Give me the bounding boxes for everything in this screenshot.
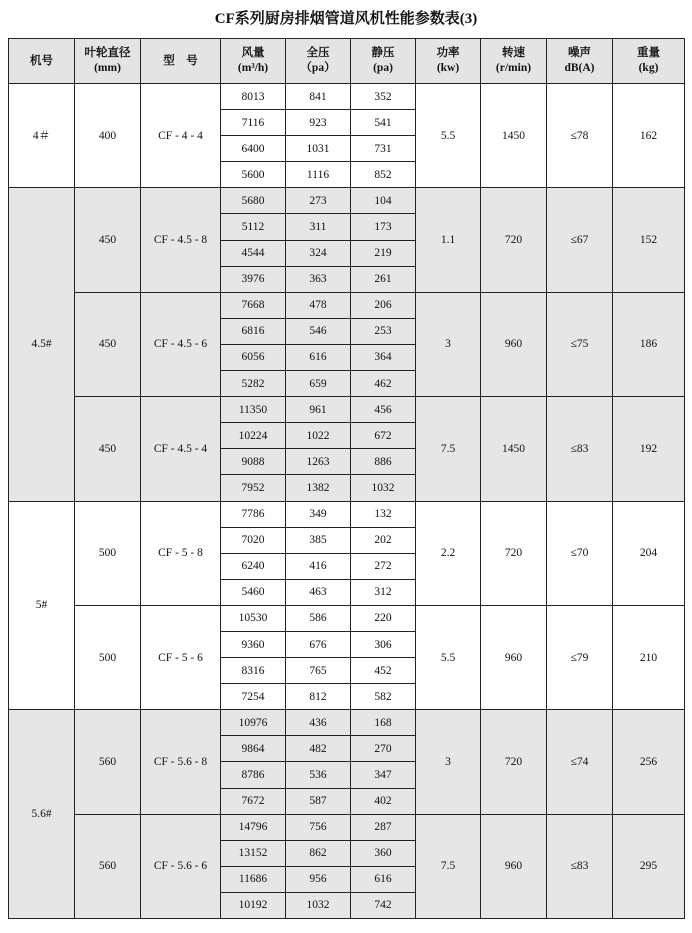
table-row <box>9 84 685 110</box>
airflow-cell: 5460 <box>221 579 286 605</box>
col-header-power: 功率 (kw) <box>416 39 481 84</box>
col-header-machine: 机号 <box>9 39 75 84</box>
static-pressure-cell: 742 <box>351 892 416 918</box>
static-pressure-cell: 402 <box>351 788 416 814</box>
impeller-diameter-cell: 450 <box>75 397 141 501</box>
static-pressure-cell: 202 <box>351 527 416 553</box>
noise-cell: ≤83 <box>547 397 613 501</box>
airflow-cell: 3976 <box>221 266 286 292</box>
total-pressure-cell: 349 <box>286 501 351 527</box>
speed-cell: 720 <box>481 188 547 292</box>
speed-cell: 1450 <box>481 397 547 501</box>
airflow-cell: 9088 <box>221 449 286 475</box>
static-pressure-cell: 104 <box>351 188 416 214</box>
impeller-diameter-cell: 560 <box>75 814 141 918</box>
static-pressure-cell: 132 <box>351 501 416 527</box>
table-row <box>9 710 685 736</box>
noise-cell: ≤83 <box>547 814 613 918</box>
model-cell: CF - 5.6 - 6 <box>141 814 221 918</box>
col-header-airflow: 风量 (m³/h) <box>221 39 286 84</box>
airflow-cell: 4544 <box>221 240 286 266</box>
table-body <box>9 84 685 919</box>
static-pressure-cell: 731 <box>351 136 416 162</box>
model-cell: CF - 4.5 - 6 <box>141 292 221 396</box>
airflow-cell: 7786 <box>221 501 286 527</box>
power-cell: 3 <box>416 292 481 396</box>
total-pressure-cell: 482 <box>286 736 351 762</box>
airflow-cell: 5112 <box>221 214 286 240</box>
machine-number-cell: 4.5# <box>9 188 75 501</box>
total-pressure-cell: 587 <box>286 788 351 814</box>
impeller-diameter-cell: 500 <box>75 605 141 709</box>
total-pressure-cell: 324 <box>286 240 351 266</box>
static-pressure-cell: 261 <box>351 266 416 292</box>
airflow-cell: 11686 <box>221 866 286 892</box>
total-pressure-cell: 311 <box>286 214 351 240</box>
total-pressure-cell: 1263 <box>286 449 351 475</box>
airflow-cell: 5282 <box>221 371 286 397</box>
airflow-cell: 9360 <box>221 631 286 657</box>
static-pressure-cell: 220 <box>351 605 416 631</box>
table-row <box>9 292 685 318</box>
table-row <box>9 397 685 423</box>
airflow-cell: 7254 <box>221 684 286 710</box>
col-header-noise: 噪声 dB(A) <box>547 39 613 84</box>
total-pressure-cell: 862 <box>286 840 351 866</box>
weight-cell: 192 <box>613 397 685 501</box>
speed-cell: 720 <box>481 710 547 814</box>
total-pressure-cell: 841 <box>286 84 351 110</box>
airflow-cell: 14796 <box>221 814 286 840</box>
impeller-diameter-cell: 560 <box>75 710 141 814</box>
model-cell: CF - 4.5 - 4 <box>141 397 221 501</box>
static-pressure-cell: 270 <box>351 736 416 762</box>
total-pressure-cell: 536 <box>286 762 351 788</box>
machine-number-cell: 5.6# <box>9 710 75 919</box>
noise-cell: ≤74 <box>547 710 613 814</box>
airflow-cell: 8013 <box>221 84 286 110</box>
total-pressure-cell: 463 <box>286 579 351 605</box>
table-row <box>9 605 685 631</box>
total-pressure-cell: 676 <box>286 631 351 657</box>
model-cell: CF - 5 - 8 <box>141 501 221 605</box>
model-cell: CF - 5 - 6 <box>141 605 221 709</box>
static-pressure-cell: 173 <box>351 214 416 240</box>
page-title: CF系列厨房排烟管道风机性能参数表(3) <box>214 11 478 27</box>
total-pressure-cell: 1382 <box>286 475 351 501</box>
static-pressure-cell: 616 <box>351 866 416 892</box>
power-cell: 5.5 <box>416 605 481 709</box>
static-pressure-cell: 852 <box>351 162 416 188</box>
total-pressure-cell: 1032 <box>286 892 351 918</box>
power-cell: 3 <box>416 710 481 814</box>
total-pressure-cell: 923 <box>286 110 351 136</box>
airflow-cell: 6240 <box>221 553 286 579</box>
speed-cell: 1450 <box>481 84 547 188</box>
static-pressure-cell: 452 <box>351 658 416 684</box>
noise-cell: ≤70 <box>547 501 613 605</box>
airflow-cell: 7668 <box>221 292 286 318</box>
model-cell: CF - 5.6 - 8 <box>141 710 221 814</box>
airflow-cell: 7116 <box>221 110 286 136</box>
power-cell: 5.5 <box>416 84 481 188</box>
static-pressure-cell: 306 <box>351 631 416 657</box>
total-pressure-cell: 961 <box>286 397 351 423</box>
fan-spec-table <box>8 38 685 919</box>
airflow-cell: 7020 <box>221 527 286 553</box>
airflow-cell: 9864 <box>221 736 286 762</box>
header-row <box>9 39 685 84</box>
weight-cell: 204 <box>613 501 685 605</box>
airflow-cell: 5680 <box>221 188 286 214</box>
airflow-cell: 10224 <box>221 423 286 449</box>
total-pressure-cell: 1022 <box>286 423 351 449</box>
static-pressure-cell: 168 <box>351 710 416 736</box>
static-pressure-cell: 462 <box>351 371 416 397</box>
impeller-diameter-cell: 400 <box>75 84 141 188</box>
airflow-cell: 7672 <box>221 788 286 814</box>
speed-cell: 960 <box>481 814 547 918</box>
total-pressure-cell: 1031 <box>286 136 351 162</box>
airflow-cell: 6816 <box>221 318 286 344</box>
noise-cell: ≤67 <box>547 188 613 292</box>
static-pressure-cell: 219 <box>351 240 416 266</box>
noise-cell: ≤79 <box>547 605 613 709</box>
static-pressure-cell: 206 <box>351 292 416 318</box>
total-pressure-cell: 436 <box>286 710 351 736</box>
weight-cell: 152 <box>613 188 685 292</box>
weight-cell: 186 <box>613 292 685 396</box>
static-pressure-cell: 1032 <box>351 475 416 501</box>
static-pressure-cell: 347 <box>351 762 416 788</box>
power-cell: 7.5 <box>416 397 481 501</box>
airflow-cell: 10976 <box>221 710 286 736</box>
static-pressure-cell: 456 <box>351 397 416 423</box>
power-cell: 1.1 <box>416 188 481 292</box>
total-pressure-cell: 416 <box>286 553 351 579</box>
airflow-cell: 13152 <box>221 840 286 866</box>
static-pressure-cell: 272 <box>351 553 416 579</box>
static-pressure-cell: 287 <box>351 814 416 840</box>
airflow-cell: 8786 <box>221 762 286 788</box>
weight-cell: 162 <box>613 84 685 188</box>
table-row <box>9 501 685 527</box>
impeller-diameter-cell: 450 <box>75 188 141 292</box>
machine-number-cell: 4＃ <box>9 84 75 188</box>
total-pressure-cell: 273 <box>286 188 351 214</box>
table-row <box>9 814 685 840</box>
total-pressure-cell: 546 <box>286 318 351 344</box>
total-pressure-cell: 659 <box>286 371 351 397</box>
airflow-cell: 10530 <box>221 605 286 631</box>
noise-cell: ≤75 <box>547 292 613 396</box>
speed-cell: 960 <box>481 605 547 709</box>
weight-cell: 295 <box>613 814 685 918</box>
static-pressure-cell: 886 <box>351 449 416 475</box>
total-pressure-cell: 956 <box>286 866 351 892</box>
power-cell: 2.2 <box>416 501 481 605</box>
table-row <box>9 188 685 214</box>
machine-number-cell: 5# <box>9 501 75 710</box>
static-pressure-cell: 352 <box>351 84 416 110</box>
airflow-cell: 5600 <box>221 162 286 188</box>
total-pressure-cell: 586 <box>286 605 351 631</box>
speed-cell: 960 <box>481 292 547 396</box>
static-pressure-cell: 253 <box>351 318 416 344</box>
static-pressure-cell: 364 <box>351 344 416 370</box>
speed-cell: 720 <box>481 501 547 605</box>
model-cell: CF - 4 - 4 <box>141 84 221 188</box>
airflow-cell: 11350 <box>221 397 286 423</box>
col-header-weight: 重量 (kg) <box>613 39 685 84</box>
total-pressure-cell: 478 <box>286 292 351 318</box>
weight-cell: 210 <box>613 605 685 709</box>
airflow-cell: 8316 <box>221 658 286 684</box>
total-pressure-cell: 385 <box>286 527 351 553</box>
col-header-speed: 转速 (r/min) <box>481 39 547 84</box>
weight-cell: 256 <box>613 710 685 814</box>
col-header-diameter: 叶轮直径 (mm) <box>75 39 141 84</box>
static-pressure-cell: 582 <box>351 684 416 710</box>
col-header-model: 型 号 <box>141 39 221 84</box>
static-pressure-cell: 672 <box>351 423 416 449</box>
noise-cell: ≤78 <box>547 84 613 188</box>
col-header-total-pressure: 全压 （pa） <box>286 39 351 84</box>
total-pressure-cell: 765 <box>286 658 351 684</box>
static-pressure-cell: 541 <box>351 110 416 136</box>
total-pressure-cell: 616 <box>286 344 351 370</box>
total-pressure-cell: 363 <box>286 266 351 292</box>
model-cell: CF - 4.5 - 8 <box>141 188 221 292</box>
static-pressure-cell: 312 <box>351 579 416 605</box>
airflow-cell: 10192 <box>221 892 286 918</box>
static-pressure-cell: 360 <box>351 840 416 866</box>
total-pressure-cell: 756 <box>286 814 351 840</box>
impeller-diameter-cell: 500 <box>75 501 141 605</box>
power-cell: 7.5 <box>416 814 481 918</box>
airflow-cell: 7952 <box>221 475 286 501</box>
airflow-cell: 6056 <box>221 344 286 370</box>
col-header-static-pressure: 静压 (pa) <box>351 39 416 84</box>
impeller-diameter-cell: 450 <box>75 292 141 396</box>
airflow-cell: 6400 <box>221 136 286 162</box>
total-pressure-cell: 1116 <box>286 162 351 188</box>
total-pressure-cell: 812 <box>286 684 351 710</box>
